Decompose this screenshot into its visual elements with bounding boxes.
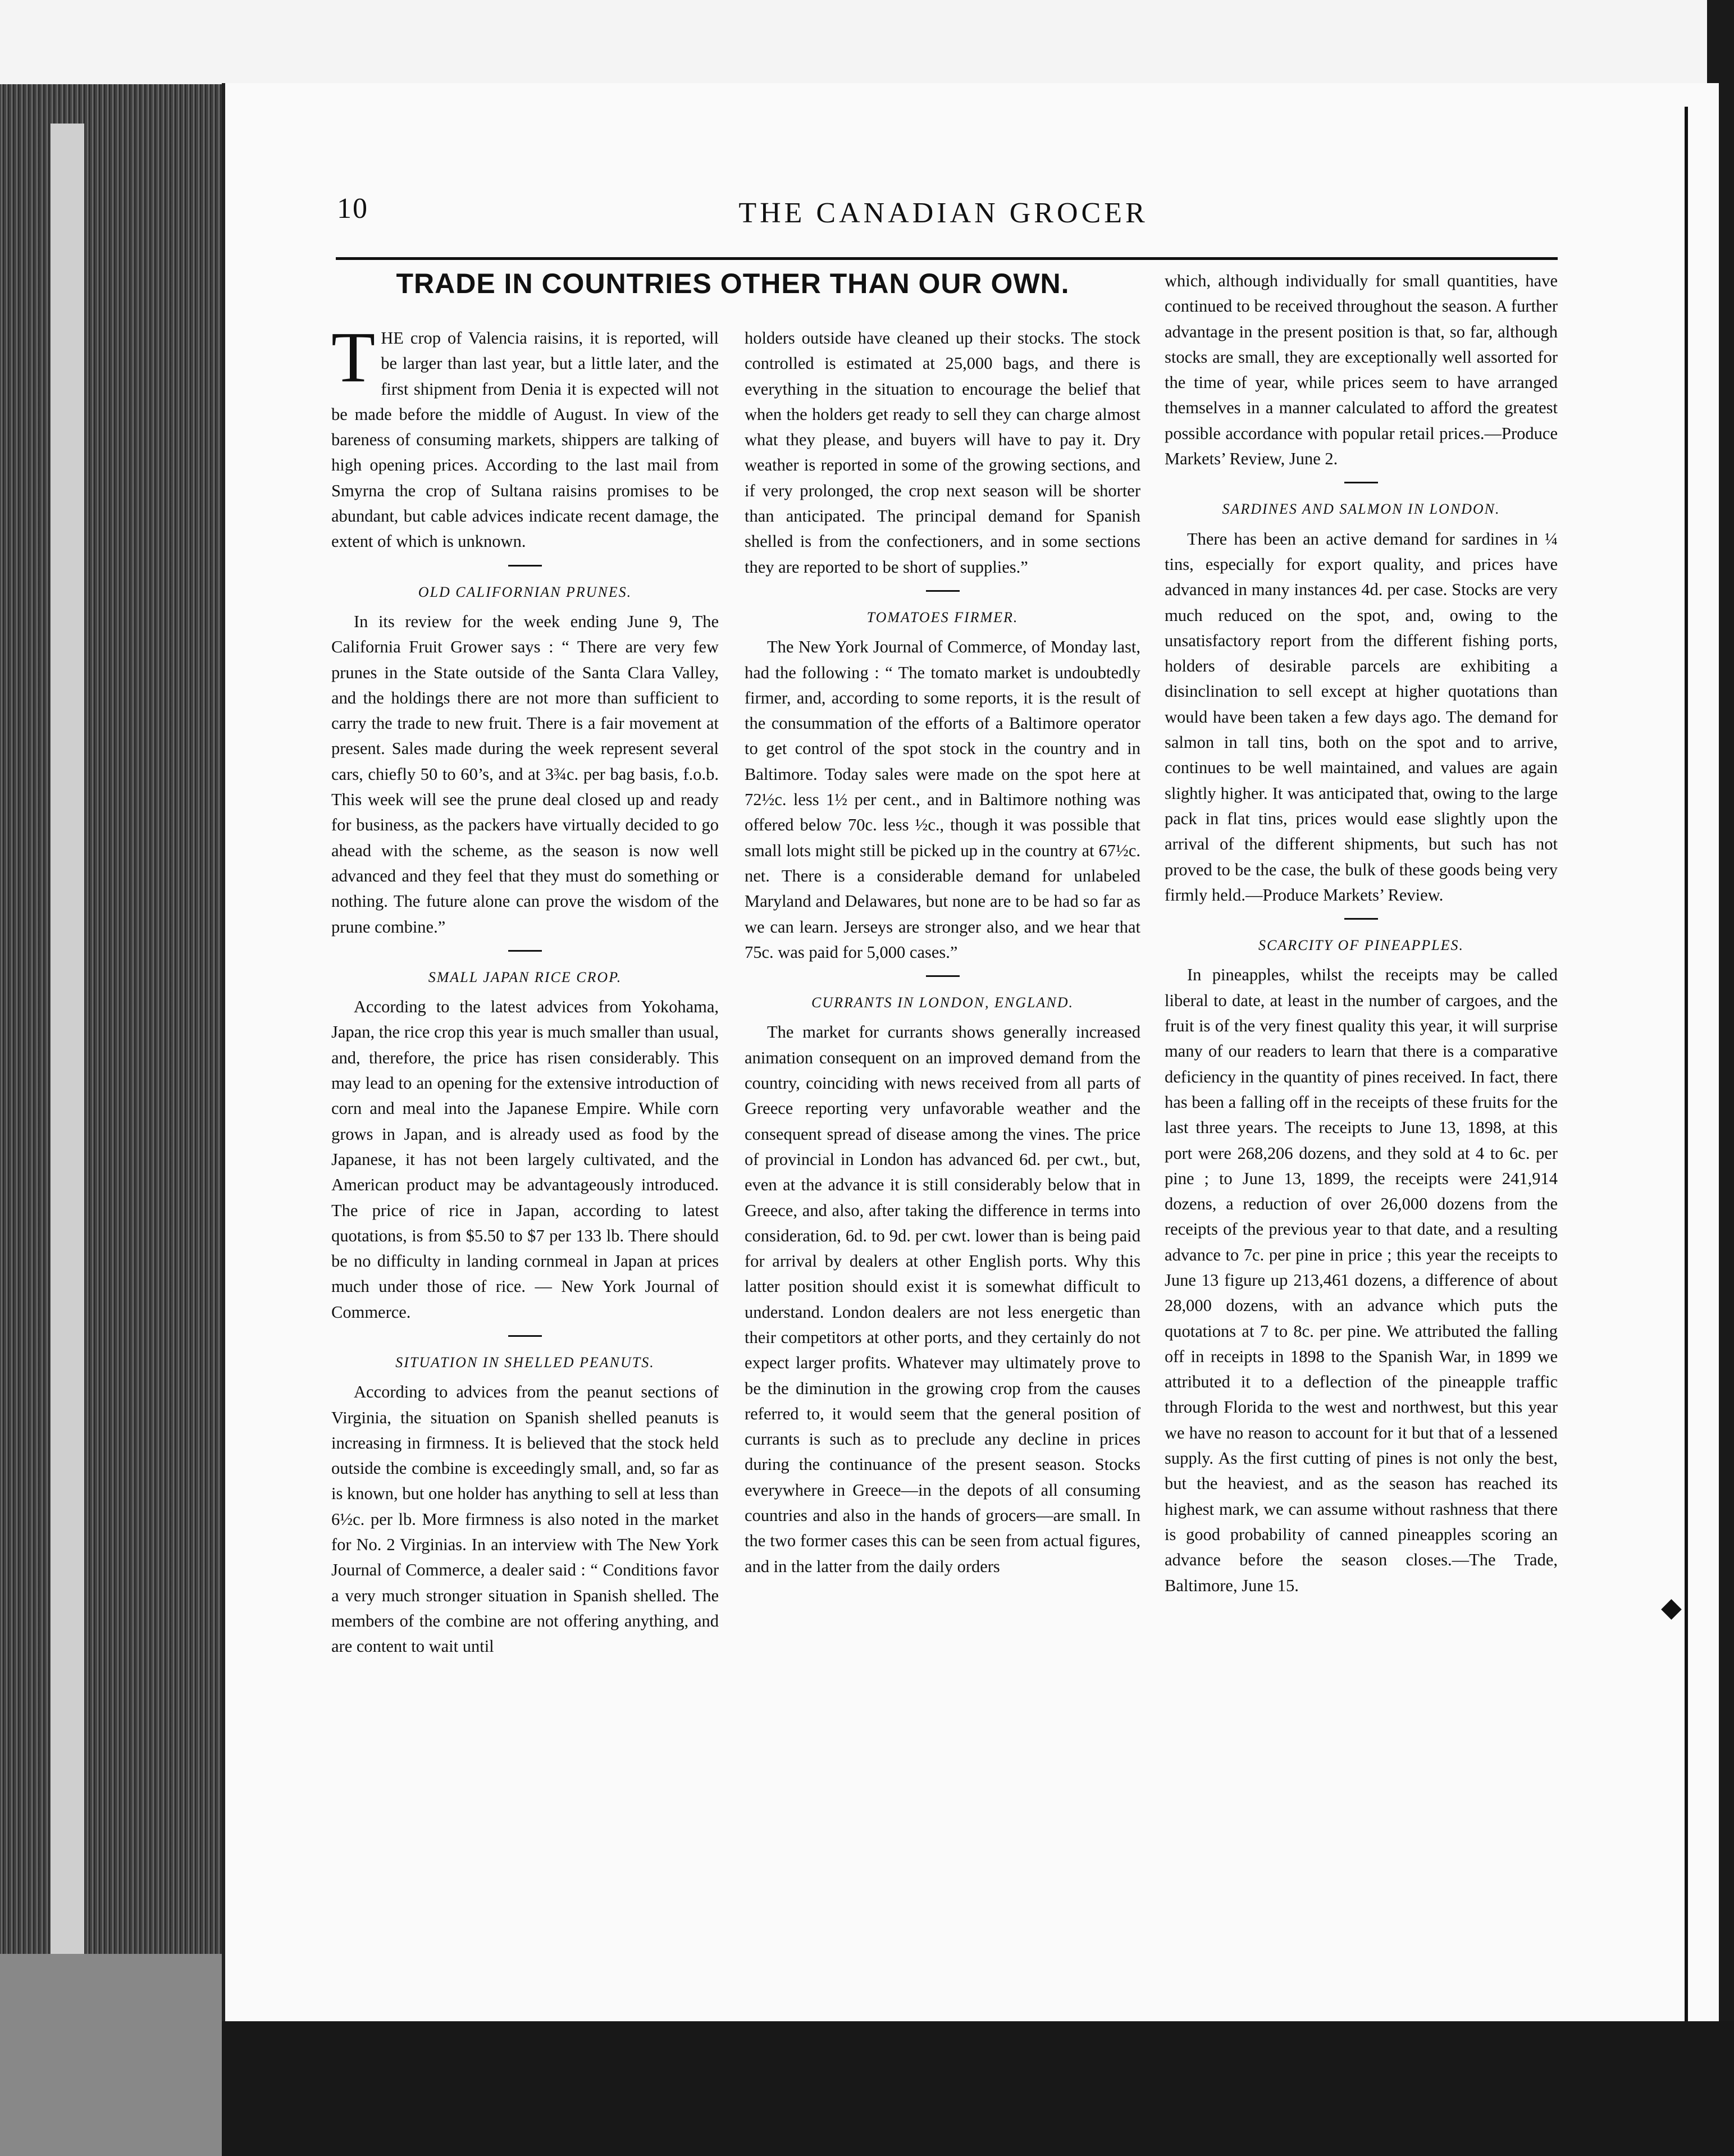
section-heading: SMALL JAPAN RICE CROP. bbox=[331, 965, 719, 990]
section-text: The market for currants shows generally increased animation consequent on an improved demand from the country, coinciding with news received from all parts of Greece reporting very unfavorable weather and the consequent spread of disease among the vines. The price of provincial in London has advanced 6d. per cwt., but, even at the advance it is still considerably below that in Greece, and also, after taking the difference in terms into consideration, 6d. to 9d. per cwt. lower than is being paid for arrival by dealers at other English ports. Why this latter position should exist it is somewhat difficult to understand. London dealers are not less energetic than their competitors at other ports, and they certainly do not expect larger profits. Whatever may ultimately prove to be the diminution in the growing crop from the causes referred to, it would seem that the general position of currants is such as to preclude any decline in prices during the continuance of the present season. Stocks everywhere in Greece—in the depots of all consuming countries and also in the hands of grocers—are small. In the two former cases this can be seen from actual figures, and in the latter from the daily orders bbox=[745, 1022, 1140, 1576]
section-text-continued: holders outside have cleaned up their stocks. The stock controlled is estimated at 25,000 bags, and there is everything in the situation to encourage the belief that when the holders get ready to sell they can charge almost what they please, and buyers will have to pay it. Dry weather is reported in some of the growing sections, and if very prolonged, the crop next season will be shorter than anticipated. The principal demand for Spanish shelled is from the confectioners, and in some sections they are reported to be short of supplies.” bbox=[745, 328, 1140, 577]
drop-cap: T bbox=[331, 317, 376, 397]
section-heading: SARDINES AND SALMON IN LONDON. bbox=[1165, 496, 1558, 522]
intro-paragraph bbox=[331, 317, 719, 555]
header-rule bbox=[336, 257, 1558, 260]
section-text-continued: which, although individually for small quantities, have continued to be received throughout the season. A further advantage in the present position is that, so far, although stocks are small, they are exceptionally well assorted for the time of year, while prices seem to have arranged themselves in a manner calculated to afford the greatest possible accordance with popular retail prices.—Produce Markets’ Review, June 2. bbox=[1165, 271, 1558, 469]
binding-mark-icon: ◆ bbox=[1661, 1592, 1682, 1623]
section-heading: OLD CALIFORNIAN PRUNES. bbox=[331, 579, 719, 605]
section-heading: TOMATOES FIRMER. bbox=[745, 605, 1140, 630]
book-binding bbox=[0, 1954, 241, 2156]
section-heading: CURRANTS IN LONDON, ENGLAND. bbox=[745, 990, 1140, 1015]
column-2 bbox=[745, 326, 1140, 1579]
section-text: According to the latest advices from Yokohama, Japan, the rice crop this year is much smaller than usual, and, therefore, the price has risen considerably. This may lead to an opening for the extensive introduction of corn and meal into the Japanese Empire. While corn grows in Japan, and is already used as food by the Japanese, it has not been largely cultivated, and the American product may be advantageously introduced. The price of rice in Japan, according to latest quotations, is from $5.50 to $7 per 133 lb. There should be no difficulty in landing cornmeal in Japan at prices much under those of rice. — New York Journal of Commerce. bbox=[331, 997, 719, 1322]
book-page-edges bbox=[0, 84, 225, 2156]
scan-background bbox=[0, 0, 1734, 84]
page-edge-highlight bbox=[51, 124, 84, 2032]
column-3 bbox=[1165, 268, 1558, 1598]
section-heading: SITUATION IN SHELLED PEANUTS. bbox=[331, 1350, 719, 1375]
page-number: 10 bbox=[337, 193, 368, 225]
intro-text: HE crop of Valencia raisins, it is reported, will be larger than last year, but a little later, and the first shipment from Denia it is expected will not be made before the middle of August. In view of the bareness of consuming markets, shippers are talking of high opening prices. According to the last mail from Smyrna the crop of Sultana raisins promises to be abundant, but cable advices indicate recent damage, the extent of which is unknown. bbox=[331, 328, 719, 551]
section-heading: SCARCITY OF PINEAPPLES. bbox=[1165, 933, 1558, 958]
column-1 bbox=[331, 317, 719, 1660]
section-text: In its review for the week ending June 9, The California Fruit Grower says : “ There are very few prunes in the State outside of the Santa Clara Valley, and the holdings there are not more than sufficient to carry the trade to new fruit. There is a fair movement at present. Sales made during the week represent several cars, chiefly 50 to 60’s, and at 3¾c. per bag basis, f.o.b. This week will see the prune deal closed up and ready for business, as the packers have virtually decided to go ahead with the scheme, as the season is now well advanced and they feel that they must do something or nothing. The future alone can prove the wisdom of the prune combine.” bbox=[331, 611, 719, 937]
section-text: In pineapples, whilst the receipts may be called liberal to date, at least in the number of cargoes, and the fruit is of the very finest quality this year, it will surprise many of our readers to learn that there is a comparative deficiency in the quantity of pines received. In fact, there has been a falling off in the receipts of these fruits for the last three years. The receipts to June 13, 1898, at this port were 268,206 dozens, and they sold at 4 to 6c. per pine ; to June 13, 1899, the receipts were 241,914 dozens, a reduction of over 26,000 dozens from the receipts of the previous year to that date, and a resulting advance to 7c. per pine in price ; this year the receipts to June 13 figure up 213,461 dozens, a difference of about 28,000 dozens, with an advance which puts the quotations at 7 to 8c. per pine. We attributed the falling off in receipts in 1898 to the Spanish War, in 1899 we attributed it to a deflection of the pineapple traffic through Florida to the west and northwest, but this year we have no reason to account for it but that of a lessened supply. As the first cutting of pines is not only the best, but the heaviest, and as the season has reached its highest mark, we can assume without rashness that there is good probability of canned pineapples scoring an advance before the season closes.—The Trade, Baltimore, June 15. bbox=[1165, 965, 1558, 1595]
running-head: THE CANADIAN GROCER bbox=[738, 197, 1148, 229]
section-text: The New York Journal of Commerce, of Monday last, had the following : “ The tomato market is undoubtedly firmer, and, according to some reports, it is the result of the consummation of the efforts of a Baltimore operator to get control of the spot stock in the country and in Baltimore. Today sales were made on the spot here at 72½c. less 1½ per cent., and in Baltimore nothing was offered below 70c. less ½c., though it was possible that small lots might still be picked up in the country at 67½c. net. There is a considerable demand for unlabeled Maryland and Delawares, but none are to be had so far as we can learn. Jerseys are stronger also, and we hear that 75c. was paid for 5,000 cases.” bbox=[745, 637, 1140, 962]
article-headline: TRADE IN COUNTRIES OTHER THAN OUR OWN. bbox=[396, 268, 1070, 299]
next-page-edge bbox=[1685, 107, 1688, 2021]
section-text: There has been an active demand for sardines in ¼ tins, especially for export quality, and prices have advanced in many instances 4d. per case. Stocks are very much reduced on the spot, and, owing to the unsatisfactory report from the different fishing ports, holders of desirable parcels are exhibiting a disinclination to sell except at higher quotations than would have been taken a few days ago. The demand for salmon in tall tins, both on the spot and to arrive, continues to be well maintained, and values are again slightly higher. It was anticipated that, owing to the large pack in flat tins, prices would ease slightly upon the arrival of the different shipments, but such has not proved to be the case, the bulk of these goods being very firmly held.—Produce Markets’ Review. bbox=[1165, 529, 1558, 905]
section-text: According to advices from the peanut sections of Virginia, the situation on Spanish shelled peanuts is increasing in firmness. It is believed that the stock held outside the combine is exceedingly small, and, so far as is known, but one holder has anything to sell at less than 6½c. per lb. More firmness is also noted in the market for No. 2 Virginias. In an interview with The New York Journal of Commerce, a dealer said : “ Conditions favor a very much stronger situation in Spanish shelled. The members of the combine are not offering anything, and are content to wait until bbox=[331, 1382, 719, 1656]
scan-bottom-border bbox=[222, 2021, 1734, 2156]
